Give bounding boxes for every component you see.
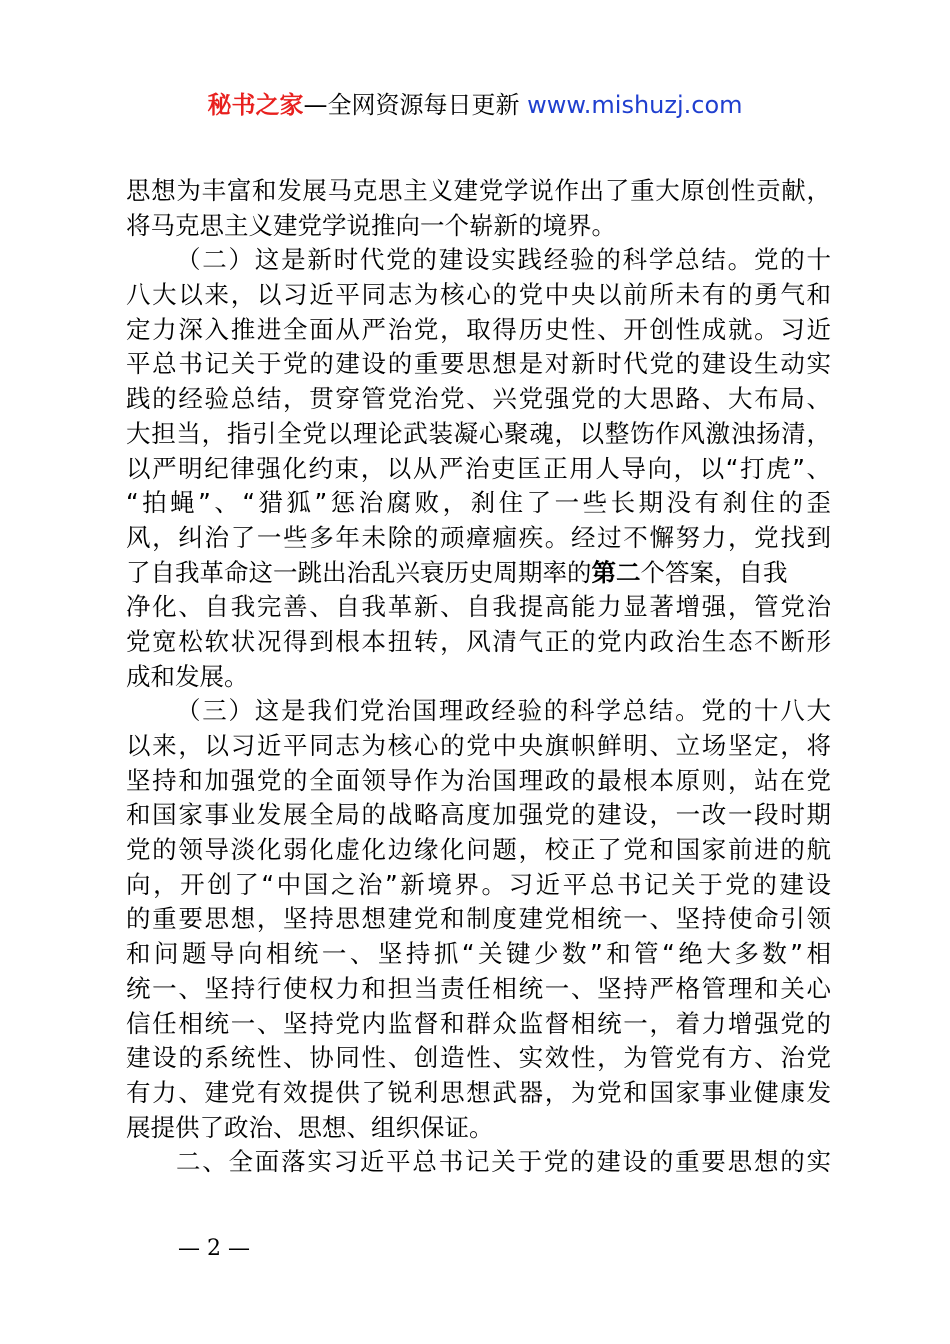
chapter-2-heading-line: 二、全面落实习近平总书记关于党的建设的重要思想的实: [176, 1147, 831, 1177]
text-line: 以严明纪律强化约束，以从严治吏匡正用人导向，以“打虎”、: [126, 453, 831, 483]
text-line: 以来，以习近平同志为核心的党中央旗帜鲜明、立场坚定，将: [126, 731, 831, 760]
text-line: 净化、自我完善、自我革新、自我提高能力显著增强，管党治: [126, 592, 831, 622]
text-line: 风，纠治了一些多年未除的顽瘴痼疾。经过不懈努力，党找到: [126, 522, 831, 552]
text-line: 成和发展。: [126, 661, 249, 691]
text-line: 和问题导向相统一、坚持抓“关键少数”和管“绝大多数”相: [126, 939, 831, 969]
body-text: [126, 174, 831, 1180]
text-line: 党宽松软状况得到根本扭转，风清气正的党内政治生态不断形: [126, 626, 831, 656]
text-line: 践的经验总结，贯穿管党治党、兴党强党的大思路、大布局、: [126, 384, 831, 414]
text-line: 建设的系统性、协同性、创造性、实效性，为管党有方、治党: [126, 1043, 831, 1073]
banner-url[interactable]: www.mishuzj.com: [527, 91, 743, 119]
text-line: 大担当，指引全党以理论武装凝心聚魂，以整饬作风激浊扬清，: [126, 418, 831, 448]
text-line-with-bold: [126, 556, 831, 591]
text-line: 定力深入推进全面从严治党，取得历史性、开创性成就。习近: [126, 314, 831, 344]
text-line: 和国家事业发展全局的战略高度加强党的建设，一改一段时期: [126, 800, 831, 830]
section-3-heading-line: （三）这是我们党治国理政经验的科学总结。党的十八大: [176, 696, 831, 726]
text-line: 党的领导淡化弱化虚化边缘化问题，校正了党和国家前进的航: [126, 835, 831, 865]
text-line: 信任相统一、坚持党内监督和群众监督相统一，着力增强党的: [126, 1008, 831, 1038]
text-line: 八大以来，以习近平同志为核心的党中央以前所未有的勇气和: [126, 280, 831, 310]
section-2-heading-line: （二）这是新时代党的建设实践经验的科学总结。党的十: [176, 245, 831, 275]
text-line: 平总书记关于党的建设的重要思想是对新时代党的建设生动实: [126, 349, 831, 379]
page-number: — 2 —: [178, 1236, 250, 1261]
banner-slogan: —全网资源每日更新: [303, 91, 528, 119]
text-segment: 了自我革命这一跳出治乱兴衰历史周期率的: [126, 557, 592, 587]
text-line: 的重要思想，坚持思想建党和制度建党相统一、坚持使命引领: [126, 904, 831, 934]
text-line: 思想为丰富和发展马克思主义建党学说作出了重大原创性贡献，: [126, 176, 831, 205]
text-line: “拍蝇”、“猎狐”惩治腐败，刹住了一些长期没有刹住的歪: [126, 488, 831, 518]
text-segment: 个答案，自我: [640, 557, 788, 587]
site-banner: [0, 88, 950, 122]
text-line: 向，开创了“中国之治”新境界。习近平总书记关于党的建设: [126, 869, 831, 899]
bold-text: 第二: [591, 557, 641, 587]
text-line: 将马克思主义建党学说推向一个崭新的境界。: [126, 210, 616, 240]
brand-name: 秘书之家: [207, 91, 304, 119]
text-line: 坚持和加强党的全面领导作为治国理政的最根本原则，站在党: [126, 765, 831, 795]
text-line: 统一、坚持行使权力和担当责任相统一、坚持严格管理和关心: [126, 973, 831, 1003]
text-line: 展提供了政治、思想、组织保证。: [126, 1112, 494, 1142]
text-line: 有力、建党有效提供了锐利思想武器，为党和国家事业健康发: [126, 1077, 831, 1107]
